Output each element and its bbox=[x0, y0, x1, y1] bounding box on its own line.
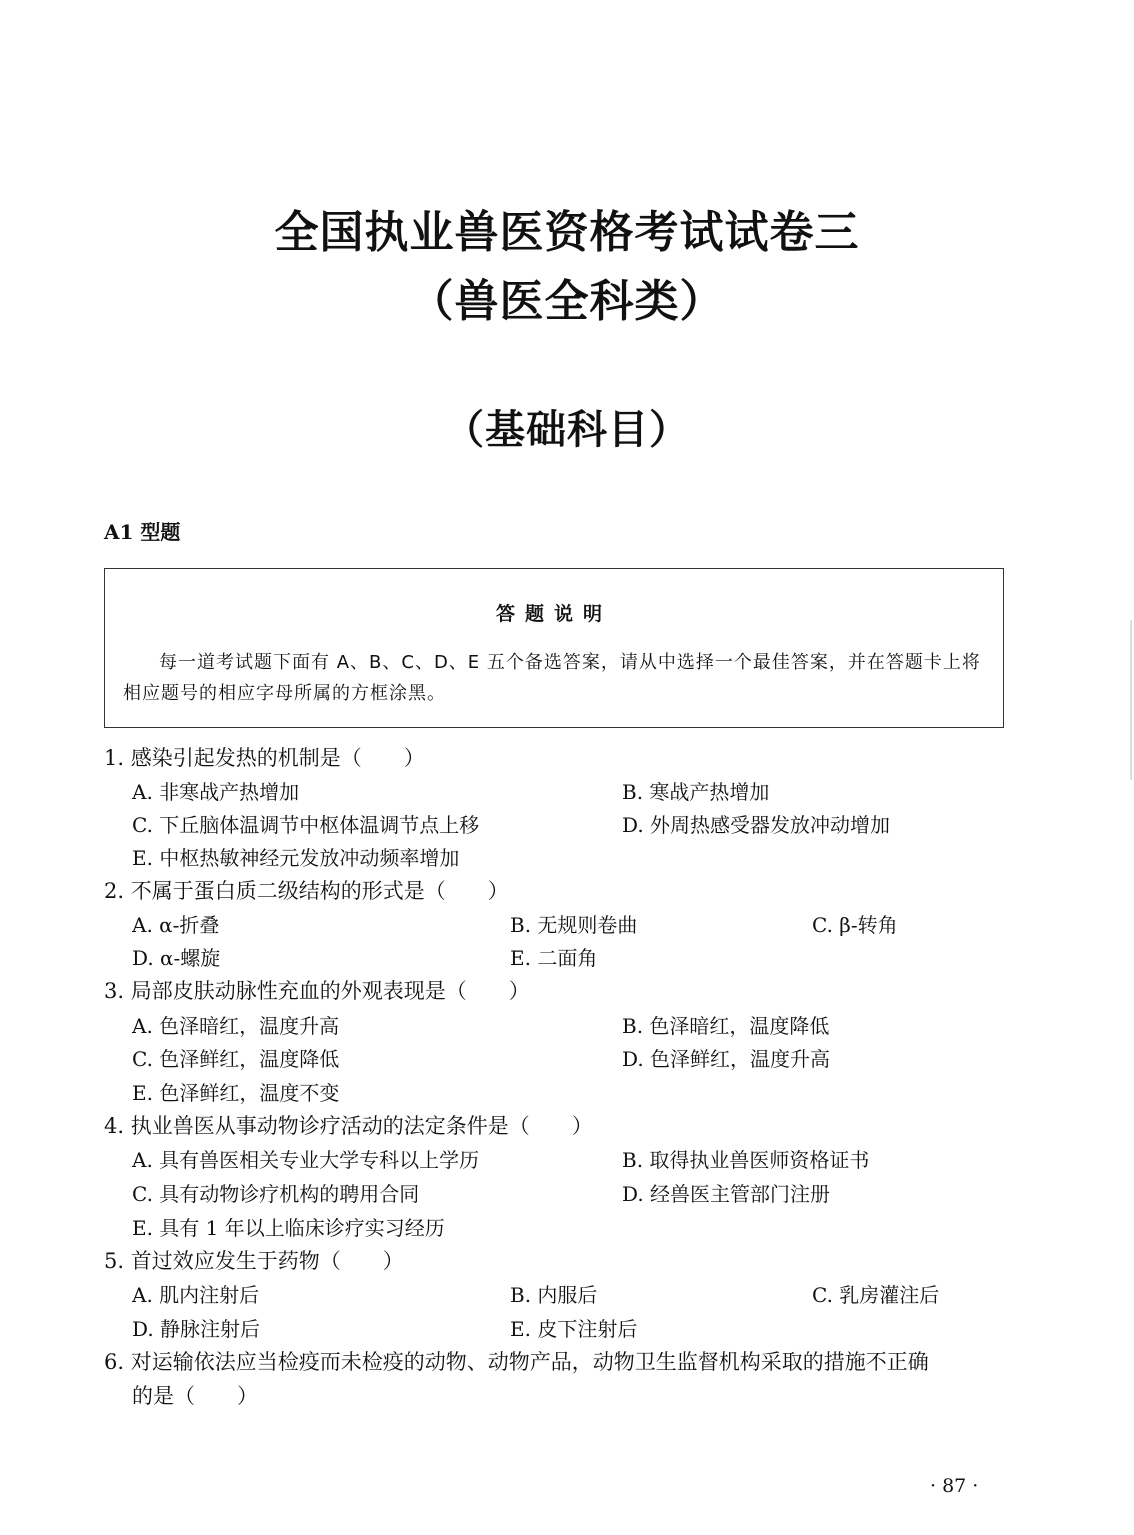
exam-category: （兽医全科类） bbox=[409, 276, 725, 327]
question-5-option-c[interactable]: C. 乳房灌注后 bbox=[812, 1283, 940, 1307]
question-2-option-e[interactable]: E. 二面角 bbox=[510, 946, 598, 970]
question-2-stem: 2. 不属于蛋白质二级结构的形式是（ ） bbox=[104, 879, 509, 903]
question-1-option-e[interactable]: E. 中枢热敏神经元发放冲动频率增加 bbox=[132, 846, 460, 870]
question-2-option-d[interactable]: D. α-螺旋 bbox=[132, 946, 221, 970]
exam-subject: （基础科目） bbox=[444, 406, 690, 453]
question-1-option-b[interactable]: B. 寒战产热增加 bbox=[622, 780, 770, 804]
question-5-option-e[interactable]: E. 皮下注射后 bbox=[510, 1317, 638, 1341]
question-4-option-d[interactable]: D. 经兽医主管部门注册 bbox=[622, 1182, 831, 1206]
question-1-option-d[interactable]: D. 外周热感受器发放冲动增加 bbox=[622, 813, 891, 837]
question-3-option-b[interactable]: B. 色泽暗红，温度降低 bbox=[622, 1014, 830, 1038]
question-3-option-d[interactable]: D. 色泽鲜红，温度升高 bbox=[622, 1047, 831, 1071]
section-heading: A1 型题 bbox=[104, 520, 181, 544]
exam-title: 全国执业兽医资格考试试卷三 bbox=[274, 207, 860, 258]
question-5-option-d[interactable]: D. 静脉注射后 bbox=[132, 1317, 261, 1341]
question-2-option-a[interactable]: A. α-折叠 bbox=[132, 913, 220, 937]
question-4-option-c[interactable]: C. 具有动物诊疗机构的聘用合同 bbox=[132, 1182, 420, 1206]
question-2-option-b[interactable]: B. 无规则卷曲 bbox=[510, 913, 638, 937]
page-number: · 87 · bbox=[930, 1475, 979, 1497]
question-6-stem-continuation: 的是（ ） bbox=[132, 1384, 258, 1408]
question-3-option-c[interactable]: C. 色泽鲜红，温度降低 bbox=[132, 1047, 340, 1071]
question-1-stem: 1. 感染引起发热的机制是（ ） bbox=[104, 746, 425, 770]
question-1-option-a[interactable]: A. 非寒战产热增加 bbox=[132, 780, 300, 804]
question-4-option-a[interactable]: A. 具有兽医相关专业大学专科以上学历 bbox=[132, 1148, 480, 1172]
instruction-text: 每一道考试题下面有 A、B、C、D、E 五个备选答案，请从中选择一个最佳答案，并在答题卡上将相应题号的相应字母所属的方框涂黑。 bbox=[123, 652, 981, 704]
instruction-title: 答题说明 bbox=[495, 603, 612, 625]
question-2-option-c[interactable]: C. β-转角 bbox=[812, 913, 898, 937]
question-3-stem: 3. 局部皮肤动脉性充血的外观表现是（ ） bbox=[104, 979, 530, 1003]
question-5-stem: 5. 首过效应发生于药物（ ） bbox=[104, 1249, 404, 1273]
question-1-option-c[interactable]: C. 下丘脑体温调节中枢体温调节点上移 bbox=[132, 813, 480, 837]
question-5-option-b[interactable]: B. 内服后 bbox=[510, 1283, 598, 1307]
question-4-option-b[interactable]: B. 取得执业兽医师资格证书 bbox=[622, 1148, 870, 1172]
question-5-option-a[interactable]: A. 肌内注射后 bbox=[132, 1283, 260, 1307]
question-4-stem: 4. 执业兽医从事动物诊疗活动的法定条件是（ ） bbox=[104, 1114, 593, 1138]
instruction-box bbox=[104, 568, 1004, 728]
question-3-option-e[interactable]: E. 色泽鲜红，温度不变 bbox=[132, 1081, 340, 1105]
question-3-option-a[interactable]: A. 色泽暗红，温度升高 bbox=[132, 1014, 340, 1038]
question-4-option-e[interactable]: E. 具有 1 年以上临床诊疗实习经历 bbox=[132, 1216, 445, 1240]
scan-edge-mark bbox=[1130, 620, 1132, 780]
question-6-stem: 6. 对运输依法应当检疫而未检疫的动物、动物产品，动物卫生监督机构采取的措施不正确 bbox=[104, 1350, 929, 1374]
